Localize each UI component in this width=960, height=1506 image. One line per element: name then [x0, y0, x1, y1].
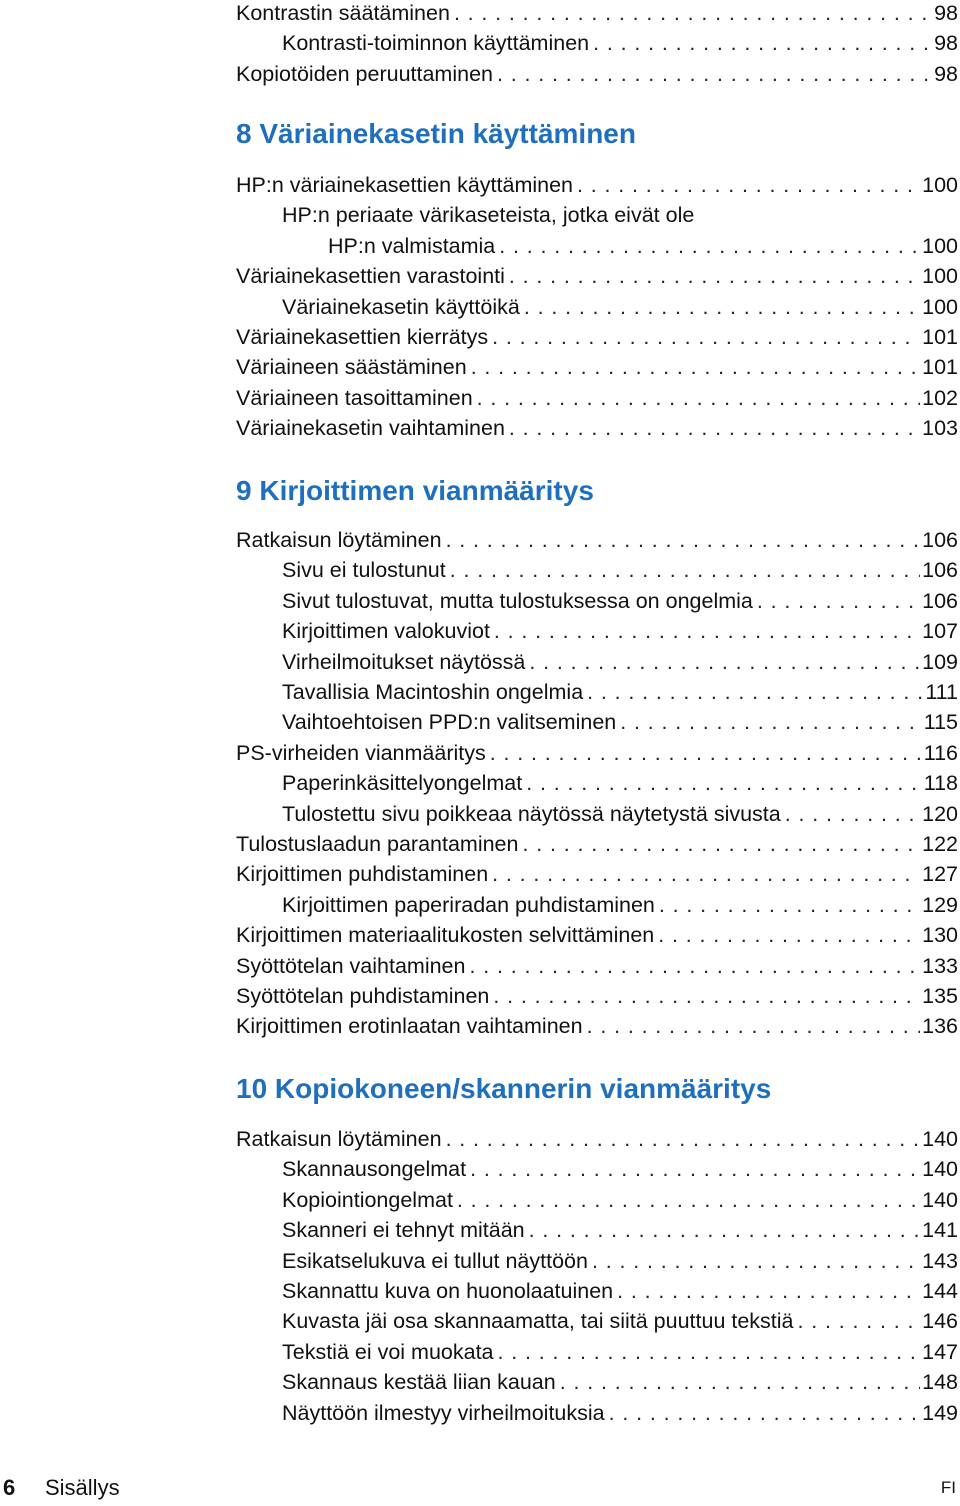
- toc-entry[interactable]: [282, 1337, 958, 1367]
- toc-entry[interactable]: [236, 170, 958, 200]
- toc-entry[interactable]: [328, 231, 958, 261]
- toc-entry-title: Kirjoittimen materiaalitukosten selvittäminen: [236, 923, 655, 948]
- dot-leader: [617, 1276, 920, 1306]
- toc-entry[interactable]: [282, 616, 958, 646]
- toc-entry[interactable]: [236, 1011, 958, 1041]
- toc-entry-title: Syöttötelan puhdistaminen: [236, 984, 490, 1008]
- toc-entry-page: 100: [922, 233, 958, 258]
- toc-entry[interactable]: [282, 707, 958, 737]
- dot-leader: [620, 707, 921, 737]
- toc-entry[interactable]: [282, 1246, 958, 1276]
- toc-entry[interactable]: [236, 261, 958, 291]
- toc-entry-title: Sivut tulostuvat, mutta tulostuksessa on ongelmia: [282, 588, 753, 613]
- toc-entry-page: 148: [922, 1370, 958, 1395]
- dot-leader: [509, 261, 920, 291]
- toc-entry[interactable]: [282, 1367, 958, 1397]
- toc-entry[interactable]: [236, 59, 958, 89]
- toc-entry[interactable]: [282, 1306, 958, 1336]
- dot-leader: [592, 1246, 920, 1276]
- toc-entry-title: Sivu ei tulostunut: [282, 558, 446, 583]
- toc-entry-page: 146: [922, 1309, 958, 1334]
- toc-entry-page: 103: [922, 416, 958, 441]
- toc-entry-page: 140: [922, 1157, 958, 1182]
- dot-leader: [446, 1124, 921, 1154]
- toc-entry-title: Tavallisia Macintoshin ongelmia: [282, 680, 584, 704]
- toc-entry-title: Vaihtoehtoisen PPD:n valitseminen: [282, 710, 617, 735]
- toc-entry-title: Kirjoittimen paperiradan puhdistaminen: [282, 892, 655, 917]
- toc-entry[interactable]: [282, 768, 958, 798]
- dot-leader: [526, 768, 922, 798]
- toc-entry-page: 133: [922, 953, 958, 978]
- toc-entry-title: HP:n valmistamia: [328, 233, 496, 258]
- dot-leader: [659, 890, 920, 920]
- dot-leader: [757, 586, 920, 616]
- toc-entry-page: 109: [922, 649, 958, 674]
- toc-entry-title: Väriainekasetin käyttöikä: [282, 294, 520, 319]
- toc-entry[interactable]: [282, 1154, 958, 1184]
- dot-leader: [785, 799, 920, 829]
- chapter-8-heading[interactable]: 8 Väriainekasetin käyttäminen: [236, 118, 636, 149]
- toc-entry-page: 127: [922, 862, 958, 887]
- toc-entry-title: Kirjoittimen valokuviot: [282, 619, 490, 644]
- toc-entry-title: PS-virheiden vianmääritys: [236, 740, 486, 765]
- dot-leader: [470, 1154, 920, 1184]
- footer-page-number: 6: [3, 1475, 16, 1500]
- dot-leader: [587, 677, 923, 707]
- toc-entry-page: 115: [923, 710, 958, 735]
- toc-entry[interactable]: [282, 1215, 958, 1245]
- toc-entry[interactable]: [236, 951, 958, 981]
- toc-entry-title: Väriainekasettien kierrätys: [236, 325, 489, 349]
- toc-entry[interactable]: [282, 1185, 958, 1215]
- toc-entry-page: 106: [922, 588, 958, 613]
- toc-entry[interactable]: [236, 981, 958, 1011]
- dot-leader: [587, 1011, 921, 1041]
- dot-leader: [493, 981, 920, 1011]
- toc-entry[interactable]: [282, 677, 958, 707]
- toc-entry-page: 100: [922, 294, 958, 319]
- page-footer: [0, 1470, 960, 1506]
- toc-entry-title: Näyttöön ilmestyy virheilmoituksia: [282, 1400, 605, 1425]
- chapter-9-heading[interactable]: 9 Kirjoittimen vianmääritys: [236, 475, 594, 506]
- toc-entry-page: 102: [922, 385, 958, 410]
- footer-language: FI: [940, 1478, 956, 1497]
- toc-entry[interactable]: [236, 1124, 958, 1154]
- toc-entry-title: Kopiointiongelmat: [282, 1187, 453, 1212]
- toc-entry-title: Kontrastin säätäminen: [236, 1, 450, 25]
- toc-entry-title: HP:n väriainekasettien käyttäminen: [236, 173, 574, 197]
- dot-leader: [524, 292, 920, 322]
- toc-entry-title: Väriainekasetin vaihtaminen: [236, 416, 505, 441]
- dot-leader: [469, 951, 920, 981]
- toc-entry[interactable]: [282, 890, 958, 920]
- toc-entry-page: 122: [922, 832, 958, 856]
- toc-entry[interactable]: [282, 292, 958, 322]
- dot-leader: [457, 1185, 920, 1215]
- toc-entry-title: Kirjoittimen erotinlaatan vaihtaminen: [236, 1014, 583, 1039]
- dot-leader: [560, 1367, 920, 1397]
- toc-entry-title: Skannattu kuva on huonolaatuinen: [282, 1279, 614, 1303]
- toc-entry[interactable]: [236, 738, 958, 768]
- toc-entry-title: Kirjoittimen puhdistaminen: [236, 862, 489, 887]
- toc-entry-page: 120: [922, 801, 958, 826]
- toc-entry-title: Paperinkäsittelyongelmat: [282, 771, 523, 796]
- toc-entry[interactable]: [282, 200, 958, 230]
- dot-leader: [658, 920, 920, 950]
- toc-entry-page: 101: [922, 355, 958, 380]
- dot-leader: [497, 59, 932, 89]
- toc-entry[interactable]: [236, 352, 958, 382]
- toc-entry[interactable]: [236, 920, 958, 950]
- toc-entry-title: Kuvasta jäi osa skannaamatta, tai siitä puuttuu tekstiä: [282, 1309, 794, 1334]
- toc-entry[interactable]: [236, 829, 958, 859]
- dot-leader: [492, 859, 920, 889]
- dot-leader: [509, 413, 920, 443]
- dot-leader: [471, 352, 920, 382]
- toc-entry-page: 106: [922, 558, 958, 583]
- dot-leader: [577, 170, 920, 200]
- dot-leader: [529, 1215, 921, 1245]
- toc-entry-title: Skanneri ei tehnyt mitään: [282, 1218, 525, 1243]
- toc-entry[interactable]: [236, 859, 958, 889]
- toc-entry-title: Väriainekasettien varastointi: [236, 264, 505, 289]
- toc-entry-title: Väriaineen tasoittaminen: [236, 385, 473, 410]
- toc-entry[interactable]: [236, 383, 958, 413]
- toc-entry-page: 100: [922, 173, 958, 197]
- toc-entry[interactable]: [236, 0, 958, 28]
- toc-entry-title: Tulostuslaadun parantaminen: [236, 832, 519, 856]
- toc-entry-page: 101: [922, 325, 958, 349]
- toc-entry[interactable]: [236, 322, 958, 352]
- chapter-10-heading[interactable]: 10 Kopiokoneen/skannerin vianmääritys: [236, 1073, 772, 1104]
- toc-entry-title: HP:n periaate värikaseteista, jotka eivät ole: [282, 203, 695, 228]
- toc-entry-title: Esikatselukuva ei tullut näyttöön: [282, 1248, 588, 1273]
- dot-leader: [450, 555, 920, 585]
- toc-entry[interactable]: [282, 555, 958, 585]
- dot-leader: [494, 616, 920, 646]
- dot-leader: [454, 0, 932, 28]
- toc-entry-page: 98: [934, 31, 958, 56]
- dot-leader: [609, 1398, 921, 1428]
- dot-leader: [593, 28, 932, 58]
- toc-entry-page: 144: [922, 1279, 958, 1303]
- toc-entry-title: Kontrasti-toiminnon käyttäminen: [282, 31, 590, 56]
- toc-entry[interactable]: [282, 647, 958, 677]
- dot-leader: [490, 738, 922, 768]
- toc-entry-title: Kopiotöiden peruuttaminen: [236, 61, 493, 86]
- toc-entry-page: 143: [922, 1248, 958, 1273]
- toc-entry-title: Ratkaisun löytäminen: [236, 1127, 442, 1151]
- toc-entry-title: Tulostettu sivu poikkeaa näytössä näytetystä sivusta: [282, 801, 781, 826]
- toc-entry[interactable]: [236, 413, 958, 443]
- toc-entry-title: Skannausongelmat: [282, 1157, 467, 1182]
- toc-entry-title: Skannaus kestää liian kauan: [282, 1370, 556, 1395]
- dot-leader: [798, 1306, 921, 1336]
- toc-entry-page: 130: [922, 923, 958, 948]
- toc-entry-title: Virheilmoitukset näytössä: [282, 649, 526, 674]
- dot-leader: [446, 525, 921, 555]
- toc-entry-title: Väriaineen säästäminen: [236, 355, 467, 380]
- dot-leader: [492, 322, 920, 352]
- dot-leader: [498, 1337, 921, 1367]
- toc-entry-page: 141: [922, 1218, 958, 1243]
- toc-entry[interactable]: [282, 1398, 958, 1428]
- toc-entry[interactable]: [236, 525, 958, 555]
- toc-entry-title: Tekstiä ei voi muokata: [282, 1339, 494, 1364]
- footer-section-title: Sisällys: [45, 1475, 120, 1500]
- dot-leader: [529, 647, 920, 677]
- toc-entry-title: Syöttötelan vaihtaminen: [236, 953, 466, 978]
- toc-entry-page: 135: [922, 984, 958, 1008]
- toc-entry-page: 100: [922, 264, 958, 289]
- toc-entry-page: 107: [922, 619, 958, 644]
- toc-entry-page: 106: [922, 528, 958, 552]
- toc-entry-page: 98: [934, 1, 958, 25]
- dot-leader: [477, 383, 920, 413]
- toc-entry-page: 98: [934, 61, 958, 86]
- toc-entry[interactable]: [282, 28, 958, 58]
- toc-entry[interactable]: [282, 1276, 958, 1306]
- toc-entry[interactable]: [282, 586, 958, 616]
- toc-entry-page: 136: [922, 1014, 958, 1039]
- toc-entry-page: 140: [922, 1187, 958, 1212]
- toc-entry[interactable]: [282, 799, 958, 829]
- toc-entry-page: 147: [922, 1339, 958, 1364]
- toc-entry-page: 111: [925, 680, 958, 704]
- toc-entry-title: Ratkaisun löytäminen: [236, 528, 442, 552]
- toc-entry-page: 149: [922, 1400, 958, 1425]
- toc-entry-page: 140: [922, 1127, 958, 1151]
- dot-leader: [522, 829, 920, 859]
- toc-entry-page: 118: [923, 771, 958, 796]
- toc-entry-page: 129: [922, 892, 958, 917]
- toc-entry-page: 116: [923, 740, 958, 765]
- dot-leader: [499, 231, 920, 261]
